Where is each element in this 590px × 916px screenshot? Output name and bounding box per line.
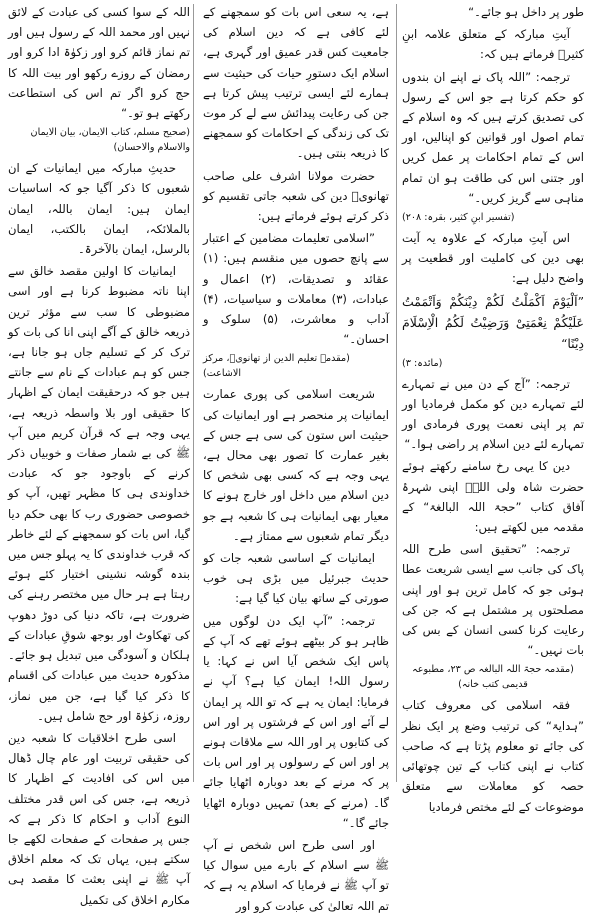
translation-quote: ترجمہ: ”آج کے دن میں نے تمہارے لئے تمہارے دین کو مکمل فرمادیا اور تم پر اپنی نعمت پوری فرمادی اور تمہارے لئے دین اسلام پر راضی ہوا۔“: [402, 376, 584, 452]
paragraph: ایمانیات کے اساسی شعبہ جات کو حدیث جبرئیل میں بڑی ہی خوب صورتی کے ساتھ بیان کیا گیا ہے:: [203, 551, 389, 606]
column-divider: [193, 4, 194, 782]
quranic-verse: ”اَلْیَوْمَ اَکْمَلْتُ لَکُمْ دِیْنَکُمْ وَاَتْمَمْتُ عَلَیْکُمْ نِعْمَتِیْ وَرَضِیْتُ لَکُمُ الْاِسْلَامَ دِیْنًا“: [402, 293, 584, 351]
translation-quote: ترجمہ: ”تحقیق اسی طرح اللہ پاک کی جانب سے ایسی شریعت عطا ہوئی جو کہ کامل ترین ہو اور اپنی مصلحتوں پر مشتمل ہے کہ جن کی رعایت کرنا کسی انسان کے بس کی بات نہیں۔“: [402, 542, 584, 658]
paragraph: دین کا یہی رخ سامنے رکھتے ہوئے حضرت شاہ ولی اللہؒ اپنی شہرۂ آفاق کتاب ”حجۃ اللہ البالغۃ“ کے مقدمہ میں لکھتے ہیں:: [402, 459, 584, 535]
paragraph: حدیثِ مبارکہ میں ایمانیات کے ان شعبوں کا ذکر آگیا جو کہ اساسیات ایمان ہیں: ایمان باللہ، ایمان بالملائکہ، ایمان بالکتب، ایمان بالرسل، ایمان بالآخرۃ۔: [8, 161, 190, 257]
paragraph: اس آیتِ مبارکہ کے علاوہ یہ آیت بھی دین کی کاملیت اور قطعیت پر واضح دلیل ہے:: [402, 231, 584, 286]
citation: (مقدمہ حجۃ اللہ البالغہ ص ۲۳، مطبوعہ قدیمی کتب خانہ): [412, 664, 574, 691]
paragraph: فقہ اسلامی کی معروف کتاب ”ہدایۃ“ کی ترتیب وضع پر ایک نظر کی جائے تو معلوم پڑتا ہے کہ صاحب کتاب نے اپنی کتاب کے تین چوتھائی حصہ کو معاملات سے متعلق موضوعات کے لئے مختص فرمادیا: [402, 698, 584, 814]
paragraph: اللہ کے سوا کسی کی عبادت کے لائق نہیں اور محمد اللہ کے رسول ہیں اور تم نماز قائم کرو اور زکوٰۃ ادا کرو اور رمضان کے روزے رکھو اور بیت اللہ کا حج کرو اگر تم اس کی استطاعت رکھتے ہو تو۔“: [7, 5, 190, 121]
paragraph: شریعت اسلامی کی پوری عمارت ایمانیات پر منحصر ہے اور ایمانیات کی حیثیت اس ستون کی سی ہے جس کے بغیر عمارت کا تصور بھی محال ہے، یہی وجہ ہے کہ کسی بھی شخص کا دین اسلام میں داخل اور خارج ہونے کا معیار بھی ایمانیات ہی کا شعبہ ہے جو دیگر تمام شعبوں سے ممتاز ہے۔: [203, 387, 389, 543]
paragraph: ایمانیات کا اولین مقصد خالق سے اپنا ناتہ مضبوط کرنا ہے اور اسی مضبوطی کا سب سے مؤثر ترین ذریعہ خالق کے آگے اپنی انا کی بات کو ترک کر کے تسلیم جاں ہو جانا ہے، جس کو ہم عبادات کے نام سے جانتے ہیں جو کہ درحقیقت ایمان کے اظہار کا حقیقی اور بلا واسطہ ذریعہ ہے، یہی وجہ ہے کہ قرآن کریم میں آپ ﷺ کی بے شمار صفات و خوبیاں ذکر کرنے کے باوجود جو کہ عبادت خداوندی ہی کا مظہر تھیں، آپ کو خصوصی حضوری رب کا بھی حکم دیا گیا، اس بات کو سمجھنے کے لئے خاطر کہ قرب خداوندی کا یہ پہلو جس میں بندہ گوشہ نشینی اختیار کئے ہوئے رہتا ہے ہر حال میں مختصر رہنے کی ضرورت ہے، تاکہ دنیا کی دوڑ دھوپ کی تھکاوٹ اور بوجھ شوقِ عبادات کے ہلکان و آسودگی میں تبدیل ہو جائے۔ مذکورہ حدیث میں عبادات کی اقسام کا ذکر کیا گیا ہے، جن میں نماز، روزہ، زکوٰۃ اور حج شامل ہیں۔: [8, 264, 190, 723]
citation: (تفسیر ابنِ کثیر، بقرہ: ۲۰۸): [402, 212, 515, 224]
citation: (مقدمہ تعلیم الدین از تھانویؒ، مرکز الاشاعت): [203, 353, 350, 380]
paragraph: ہے، یہ سعی اس بات کو سمجھنے کے لئے کافی ہے کہ دین اسلام کی جامعیت کس قدر عمیق اور گہری ہے، اسلام ایک دستورِ حیات کی حیثیت سے ہمارے لئے ایسی ترتیب پیش کرتا ہے جن کی رعایت پیدائش سے لے کر موت تک کی زندگی کے احکامات کو سمجھنے کا ذریعہ بنتی ہیں۔: [203, 5, 389, 161]
column-left: [7, 2, 190, 907]
column-right: [402, 2, 584, 814]
paragraph: اور اسی طرح اس شخص نے آپ ﷺ سے اسلام کے بارے میں سوال کیا تو آپ ﷺ نے فرمایا کہ اسلام یہ ہے کہ تم اللہ تعالیٰ کی عبادت کرو اور: [203, 837, 389, 913]
block-quote: ”اسلامی تعلیمات مضامین کے اعتبار سے پانچ حصوں میں منقسم ہیں: (۱) عقائد و تصدیقات، (۲) اعمال و عبادات، (۳) معاملات و سیاسیات، (۴) آداب و معاشرت، (۵) سلوک و احسان۔“: [203, 231, 389, 347]
column-middle: [203, 2, 389, 913]
column-divider: [396, 4, 397, 782]
paragraph: طور پر داخل ہو جائے۔“: [468, 5, 584, 19]
paragraph: حضرت مولانا اشرف علی صاحب تھانویؒ دین کی شعبہ جاتی تقسیم کو ذکر کرتے ہوئے فرماتے ہیں:: [203, 168, 389, 224]
paragraph: اسی طرح اخلاقیات کا شعبہ دین کی حقیقی تربیت اور عام چال ڈھال میں اس کی افادیت کے اظہار کا ذریعہ ہے، جس کی اس قدر مختلف النوع آداب و احکام کا ذکر ہے کہ جس پر صفحات کے صفحات لکھے جا سکتے ہیں، یہاں تک کہ معلم اخلاق آپ ﷺ نے اپنی بعثت کا مقصد ہی مکارم اخلاق کی تکمیل: [8, 730, 190, 907]
translation-quote: ترجمہ: ”آپ ایک دن لوگوں میں ظاہر ہو کر بیٹھے ہوئے تھے کہ آپ کے پاس ایک شخص آیا اس نے کہا: یا رسول اللہ! ایمان کیا ہے؟ آپ نے فرمایا: ایمان یہ ہے کہ تو اللہ پر ایمان لے آئے اور اس کے فرشتوں پر اور اس کی کتابوں پر اور اللہ سے ملاقات ہونے پر اور اس کے رسولوں پر اور اس بات پر کہ مرنے کے بعد دوبارہ اٹھایا جائے گا۔ (مرنے کے بعد) تمہیں دوبارہ اٹھایا جائے گا۔“: [203, 613, 389, 830]
paragraph: آیتِ مبارکہ کے متعلق علامہ ابنِ کثیرؒ فرماتے ہیں کہ:: [402, 27, 584, 62]
citation: (مائدہ: ۳): [402, 357, 443, 369]
translation-quote: ترجمہ: ”اللہ پاک نے اپنے ان بندوں کو حکم کرتا ہے جو اس کے رسول کی تصدیق کرتے ہیں کہ وہ اسلام کے تمام اصول اور قوانین کو اپنالیں، اور اس کے تمام احکامات پر عمل کریں اور جتنی اس کی طاقت ہو ان تمام مناہی سے گریز کریں۔“: [402, 69, 584, 205]
citation: (صحیح مسلم، کتاب الایمان، بیان الایمان والاسلام والاحسان): [30, 127, 190, 154]
